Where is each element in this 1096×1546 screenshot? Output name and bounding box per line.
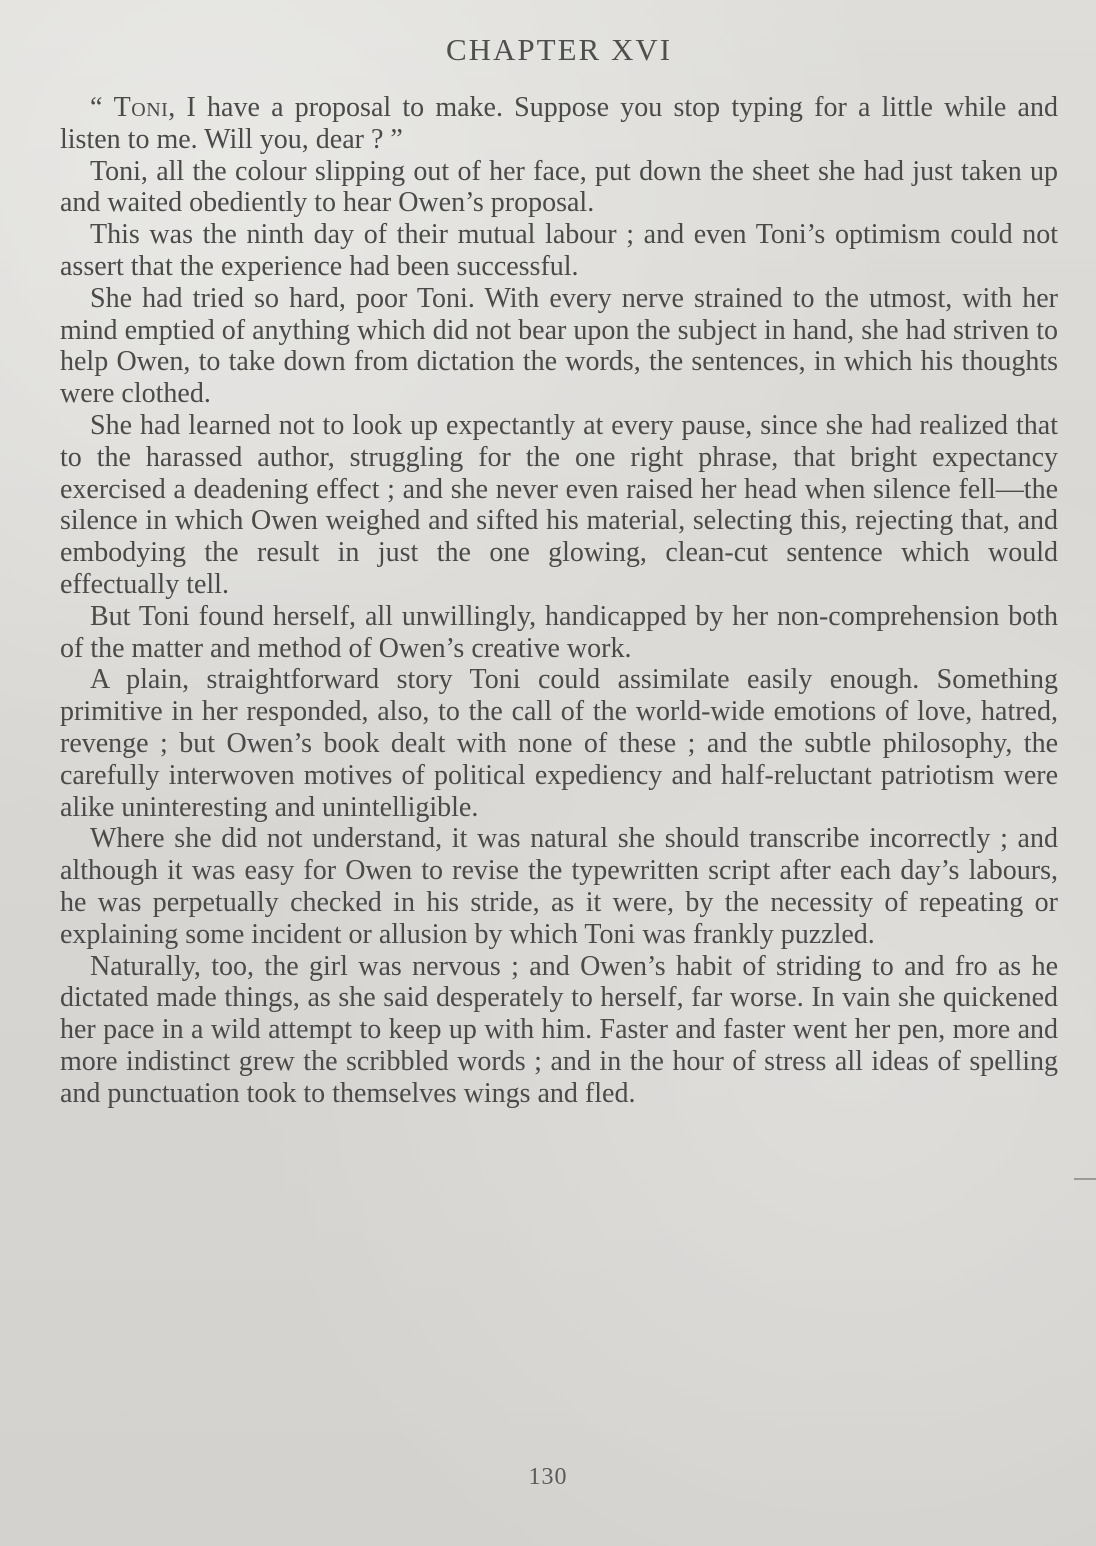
paragraph-first-word: Toni: [113, 92, 169, 123]
paragraph-5: She had learned not to look up expectantly at every pause, since she had realized that to the harassed author, struggling for the one right phrase, that bright expectancy exercised a deadening effect ; and she never even raised her head when silence fell—the silence in which Owen weighed and sifted his material, selecting this, rejecting that, and embodying the result in just the one glowing, clean-cut sentence which would effectually tell.: [60, 409, 1058, 600]
chapter-body: [60, 92, 1058, 1110]
opening-quote: “: [90, 92, 114, 123]
paragraph-7: A plain, straightforward story Toni could assimilate easily enough. Something primitive in her responded, also, to the call of the world-wide emotions of love, hatred, revenge ; but Owen’s book dealt with none of these ; and the subtle philosophy, the carefully interwoven motives of political expediency and half-reluctant patriotism were alike uninteresting and unintelligible.: [60, 664, 1058, 823]
paragraph-2: Toni, all the colour slipping out of her face, put down the sheet she had just taken up and waited obediently to hear Owen’s proposal.: [60, 155, 1058, 219]
paragraph-4: She had tried so hard, poor Toni. With every nerve strained to the utmost, with her mind emptied of anything which did not bear upon the subject in hand, she had striven to help Owen, to take down from dictation the words, the sentences, in which his thoughts were clothed.: [60, 282, 1058, 410]
paragraph-9: Naturally, too, the girl was nervous ; and Owen’s habit of striding to and fro as he dictated made things, as she said desperately to herself, far worse. In vain she quickened her pace in a wild attempt to keep up with him. Faster and faster went her pen, more and more indistinct grew the scribbled words ; and in the hour of stress all ideas of spelling and punctuation took to themselves wings and fled.: [60, 950, 1058, 1109]
edge-mark: [1074, 1178, 1096, 1180]
chapter-title: CHAPTER XVI: [445, 32, 673, 67]
paragraph-8: Where she did not understand, it was natural she should transcribe incorrectly ; and although it was easy for Owen to revise the typewritten script after each day’s labours, he was perpetually checked in his stride, as it were, by the necessity of repeating or explaining some incident or allusion by which Toni was frankly puzzled.: [60, 823, 1058, 950]
paragraph-text: , I have a proposal to make. Suppose you stop typing for a little while and listen to me. Will you, dear ? ”: [60, 92, 1058, 155]
paragraph-6: But Toni found herself, all unwillingly, handicapped by her non-comprehension both of the matter and method of Owen’s creative work.: [60, 600, 1058, 664]
page-number: 130: [528, 1464, 568, 1490]
paragraph-1: [60, 92, 1058, 156]
paragraph-3: This was the ninth day of their mutual labour ; and even Toni’s optimism could not assert that the experience had been successful.: [60, 219, 1058, 282]
